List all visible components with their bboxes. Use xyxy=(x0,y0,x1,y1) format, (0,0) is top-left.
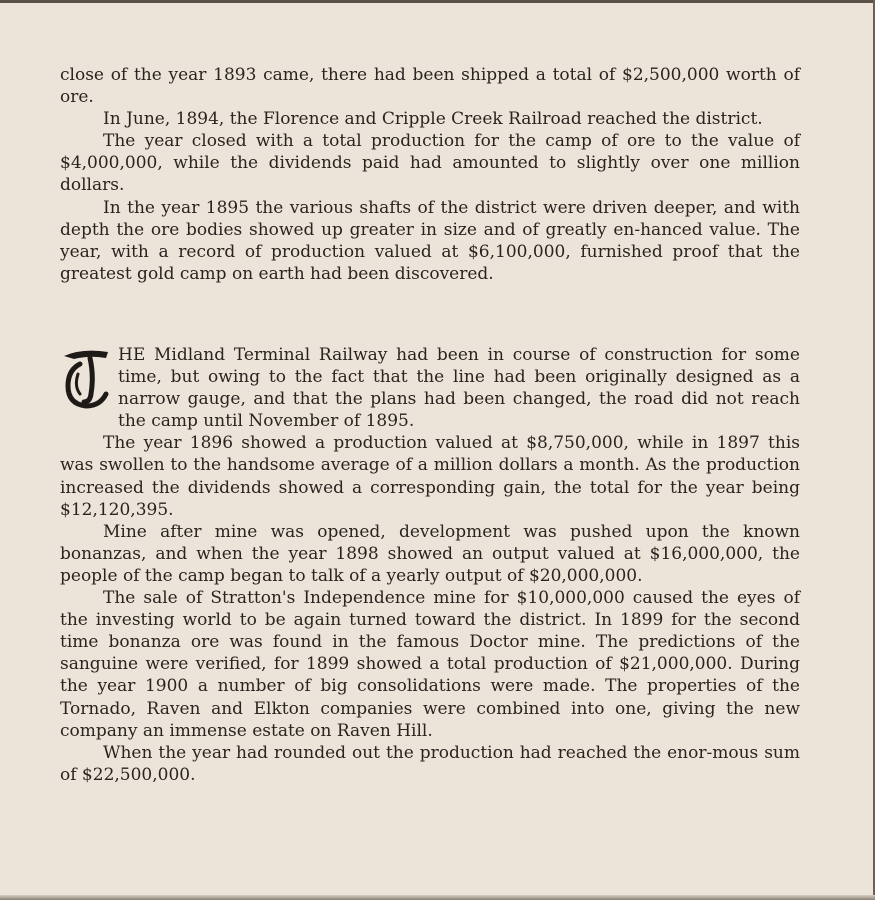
paragraph: The sale of Stratton's Independence mine for $10,000,000 caused the eyes of the investing world to be again turned toward the district. In 1899 for the second time bonanza ore was found in the famous Doctor mine. The predictions of the sanguine were verified, for 1899 showed a total production of $21,000,000. During the year 1900 a number of big consolidations were made. The properties of the Tornado, Raven and Elkton companies were combined into one, giving the new company an immense estate on Raven Hill. xyxy=(60,588,800,741)
dropcap-glyph: T xyxy=(86,390,87,391)
paragraph: HE Midland Terminal Railway had been in course of construction for some time, but owing to the fact that the line had been originally designed as a narrow gauge, and that the plans had been changed, the road did not reach the camp until November of 1895. xyxy=(118,345,800,432)
page-edge-top xyxy=(0,0,875,3)
paragraph: close of the year 1893 came, there had been shipped a total of $2,500,000 worth of ore. xyxy=(60,65,800,108)
dropcap-letter xyxy=(60,346,112,412)
paragraph: The year closed with a total production for the camp of ore to the value of $4,000,000, while the dividends paid had amounted to slightly over one million dollars. xyxy=(60,131,800,196)
paragraph: The year 1896 showed a production valued at $8,750,000, while in 1897 this was swollen to the handsome average of a million dollars a month. As the production increased the dividends showed a corresponding gain, the total for the year being $12,120,395. xyxy=(60,433,800,520)
paragraph: In the year 1895 the various shafts of the district were driven deeper, and with depth the ore bodies showed up greater in size and of greatly en-hanced value. The year, with a record of production valued at $6,100,000, furnished proof that the greatest gold camp on earth had been discovered. xyxy=(60,197,800,284)
dropcap-t-icon xyxy=(60,346,112,412)
paragraph: When the year had rounded out the production had reached the enor-mous sum of $22,500,000. xyxy=(60,742,800,785)
page-edge-bottom xyxy=(0,895,875,900)
paragraph: In June, 1894, the Florence and Cripple Creek Railroad reached the district. xyxy=(103,109,763,130)
text-section-top xyxy=(60,64,800,285)
dropcap-paragraph xyxy=(60,344,800,432)
text-section-bottom xyxy=(60,344,800,786)
paragraph: Mine after mine was opened, development was pushed upon the known bonanzas, and when the year 1898 showed an output valued at $16,000,000, the people of the camp began to talk of a yearly output of $20,000,000. xyxy=(60,521,800,586)
